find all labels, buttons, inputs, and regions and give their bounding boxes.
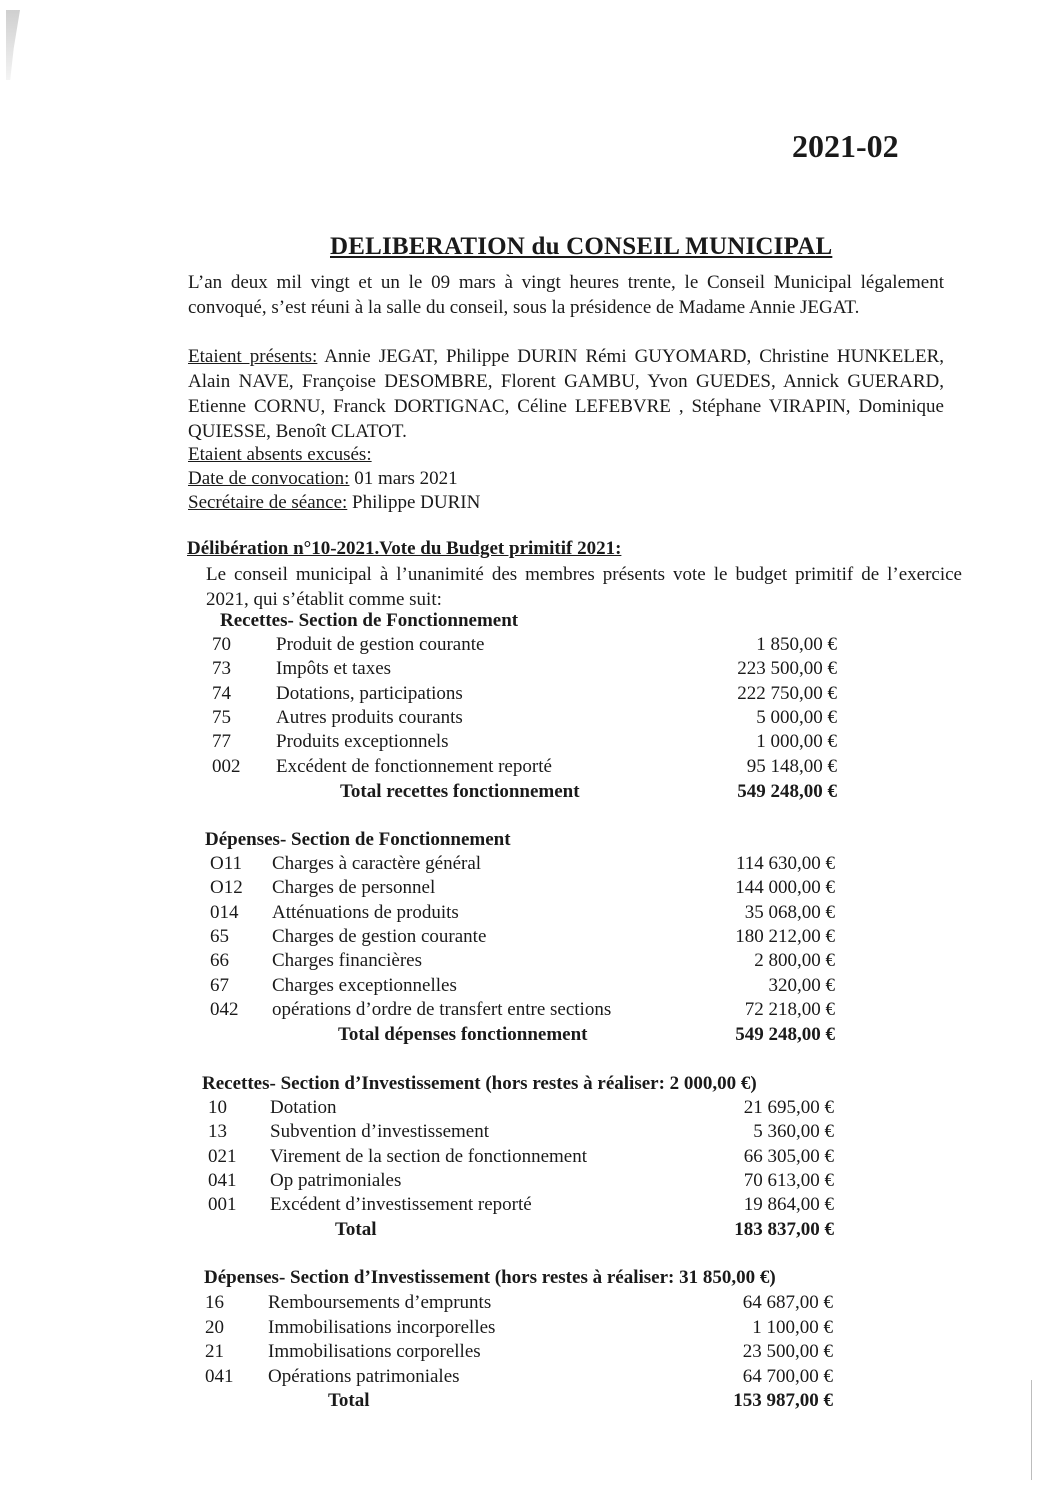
budget-row bbox=[210, 926, 835, 951]
budget-label: Impôts et taxes bbox=[276, 658, 392, 680]
budget-label: Virement de la section de fonctionnement bbox=[270, 1145, 587, 1167]
budget-label: Autres produits courants bbox=[276, 706, 463, 728]
budget-amount: 23 500,00 € bbox=[742, 1341, 833, 1362]
budget-amount: 223 500,00 € bbox=[737, 658, 837, 680]
opening-paragraph: L’an deux mil vingt et un le 09 mars à vingt heures trente, le Conseil Municipal légalement convoqué, s’est réuni à la salle du conseil, sous la présidence de Madame Annie JEGAT. bbox=[188, 272, 944, 318]
budget-code: 10 bbox=[208, 1097, 227, 1118]
scan-edge-line bbox=[1031, 1380, 1032, 1480]
budget-amount: 70 613,00 € bbox=[743, 1169, 834, 1191]
budget-label: Atténuations de produits bbox=[272, 901, 459, 923]
budget-label: Subvention d’investissement bbox=[270, 1121, 490, 1143]
total-amount: 549 248,00 € bbox=[737, 781, 837, 802]
budget-label: Charges de gestion courante bbox=[272, 925, 487, 947]
section-heading: Recettes- Section de Fonctionnement bbox=[220, 610, 519, 631]
budget-code: 001 bbox=[208, 1194, 237, 1216]
total-label: Total dépenses fonctionnement bbox=[338, 1024, 588, 1045]
budget-code: 65 bbox=[210, 925, 229, 947]
budget-row bbox=[212, 658, 837, 683]
budget-row bbox=[210, 999, 835, 1024]
present-names: Annie JEGAT, Philippe DURIN Rémi GUYOMARD, Christine HUNKELER, Alain NAVE, Françoise DESOMBRE, Florent GAMBU, Yvon GUEDES, Annick GUERARD, Etienne CORNU, Franck DORTIGNAC, Céline LEFEBVRE , Stéphane VIRAPIN, Dominique QUIESSE, Benoît CLATOT. bbox=[188, 346, 944, 442]
total-amount: 183 837,00 € bbox=[734, 1219, 834, 1240]
budget-code: 20 bbox=[205, 1316, 224, 1338]
budget-code: 66 bbox=[210, 950, 229, 972]
budget-row bbox=[205, 1366, 833, 1391]
deliberation-title: Délibération n°10-2021.Vote du Budget primitif 2021: bbox=[187, 538, 622, 559]
budget-amount: 72 218,00 € bbox=[744, 998, 835, 1020]
budget-code: 70 bbox=[212, 634, 231, 655]
total-amount: 153 987,00 € bbox=[733, 1390, 833, 1411]
budget-amount: 35 068,00 € bbox=[744, 901, 835, 923]
budget-code: 73 bbox=[212, 658, 231, 680]
section-total bbox=[335, 1219, 834, 1244]
budget-code: 74 bbox=[212, 682, 231, 704]
section-heading: Dépenses- Section d’Investissement (hors restes à réaliser: 31 850,00 €) bbox=[204, 1267, 776, 1288]
budget-row bbox=[208, 1121, 834, 1146]
budget-code: 13 bbox=[208, 1121, 227, 1143]
budget-label: Op patrimoniales bbox=[270, 1169, 402, 1191]
budget-code: O12 bbox=[210, 877, 243, 899]
budget-amount: 66 305,00 € bbox=[743, 1145, 834, 1167]
budget-label: Immobilisations incorporelles bbox=[268, 1316, 496, 1338]
budget-amount: 1 850,00 € bbox=[756, 634, 837, 655]
budget-row bbox=[208, 1146, 834, 1171]
budget-label: Opérations patrimoniales bbox=[268, 1365, 460, 1387]
budget-row bbox=[212, 707, 837, 732]
budget-row bbox=[212, 634, 837, 659]
secretary-line bbox=[188, 490, 480, 515]
budget-amount: 95 148,00 € bbox=[746, 755, 837, 777]
present-members bbox=[188, 344, 944, 444]
budget-label: Dotation bbox=[270, 1097, 337, 1118]
budget-code: 21 bbox=[205, 1341, 224, 1362]
budget-label: Remboursements d’emprunts bbox=[268, 1292, 492, 1313]
section-heading: Dépenses- Section de Fonctionnement bbox=[205, 829, 511, 850]
budget-code: 021 bbox=[208, 1145, 237, 1167]
budget-amount: 222 750,00 € bbox=[737, 682, 837, 704]
section-total bbox=[338, 1024, 835, 1049]
budget-code: 16 bbox=[205, 1292, 224, 1313]
budget-label: opérations d’ordre de transfert entre sections bbox=[272, 998, 612, 1020]
secretary-label: Secrétaire de séance: bbox=[188, 492, 348, 513]
absent-label: Etaient absents excusés: bbox=[188, 444, 372, 465]
convocation-line bbox=[188, 466, 458, 491]
budget-row bbox=[210, 975, 835, 1000]
budget-amount: 320,00 € bbox=[768, 974, 835, 996]
budget-code: 041 bbox=[208, 1169, 237, 1191]
budget-label: Charges financières bbox=[272, 950, 423, 972]
budget-amount: 2 800,00 € bbox=[754, 950, 835, 972]
budget-code: O11 bbox=[210, 853, 243, 874]
budget-row bbox=[210, 853, 835, 878]
budget-label: Produit de gestion courante bbox=[276, 634, 485, 655]
budget-row bbox=[210, 877, 835, 902]
budget-row bbox=[212, 731, 837, 756]
scan-artifact bbox=[6, 10, 20, 80]
budget-amount: 144 000,00 € bbox=[735, 877, 835, 899]
budget-label: Charges à caractère général bbox=[272, 853, 482, 874]
budget-label: Immobilisations corporelles bbox=[268, 1341, 481, 1362]
total-amount: 549 248,00 € bbox=[735, 1024, 835, 1045]
convocation-label: Date de convocation: bbox=[188, 468, 350, 489]
secretary-name: Philippe DURIN bbox=[347, 492, 481, 513]
budget-code: 041 bbox=[205, 1365, 234, 1387]
budget-amount: 180 212,00 € bbox=[735, 925, 835, 947]
budget-row bbox=[205, 1292, 833, 1317]
budget-label: Excédent de fonctionnement reporté bbox=[276, 755, 552, 777]
budget-amount: 5 000,00 € bbox=[756, 706, 837, 728]
section-total bbox=[340, 781, 837, 806]
budget-code: 002 bbox=[212, 755, 241, 777]
deliberation-intro: Le conseil municipal à l’unanimité des membres présents vote le budget primitif de l’exercice 2021, qui s’établit comme suit: bbox=[206, 564, 962, 610]
budget-label: Charges de personnel bbox=[272, 877, 436, 899]
budget-amount: 5 360,00 € bbox=[753, 1121, 834, 1143]
convocation-date: 01 mars 2021 bbox=[349, 468, 458, 489]
total-label: Total bbox=[328, 1390, 370, 1411]
present-label: Etaient présents: bbox=[188, 346, 318, 367]
section-heading: Recettes- Section d’Investissement (hors restes à réaliser: 2 000,00 €) bbox=[202, 1073, 757, 1094]
budget-row bbox=[212, 683, 837, 708]
budget-label: Produits exceptionnels bbox=[276, 731, 449, 753]
budget-label: Charges exceptionnelles bbox=[272, 974, 457, 996]
budget-label: Dotations, participations bbox=[276, 682, 463, 704]
budget-row bbox=[208, 1194, 834, 1219]
budget-row bbox=[210, 902, 835, 927]
budget-row bbox=[205, 1317, 833, 1342]
budget-code: 77 bbox=[212, 731, 231, 753]
budget-label: Excédent d’investissement reporté bbox=[270, 1194, 532, 1216]
document-title: DELIBERATION du CONSEIL MUNICIPAL bbox=[330, 233, 833, 260]
budget-row bbox=[210, 950, 835, 975]
document-number: 2021-02 bbox=[792, 128, 899, 164]
budget-amount: 19 864,00 € bbox=[743, 1194, 834, 1216]
budget-amount: 64 700,00 € bbox=[742, 1365, 833, 1387]
budget-row bbox=[208, 1097, 834, 1122]
total-label: Total recettes fonctionnement bbox=[340, 781, 580, 802]
budget-amount: 1 100,00 € bbox=[752, 1316, 833, 1338]
budget-amount: 114 630,00 € bbox=[735, 853, 835, 874]
section-total bbox=[328, 1390, 833, 1415]
budget-amount: 1 000,00 € bbox=[756, 731, 837, 753]
budget-row bbox=[205, 1341, 833, 1366]
total-label: Total bbox=[335, 1219, 377, 1240]
budget-code: 67 bbox=[210, 974, 229, 996]
budget-amount: 21 695,00 € bbox=[743, 1097, 834, 1118]
budget-code: 75 bbox=[212, 706, 231, 728]
absent-line bbox=[188, 442, 372, 467]
budget-amount: 64 687,00 € bbox=[742, 1292, 833, 1313]
budget-code: 042 bbox=[210, 998, 239, 1020]
budget-row bbox=[208, 1170, 834, 1195]
budget-code: 014 bbox=[210, 901, 239, 923]
budget-row bbox=[212, 756, 837, 781]
